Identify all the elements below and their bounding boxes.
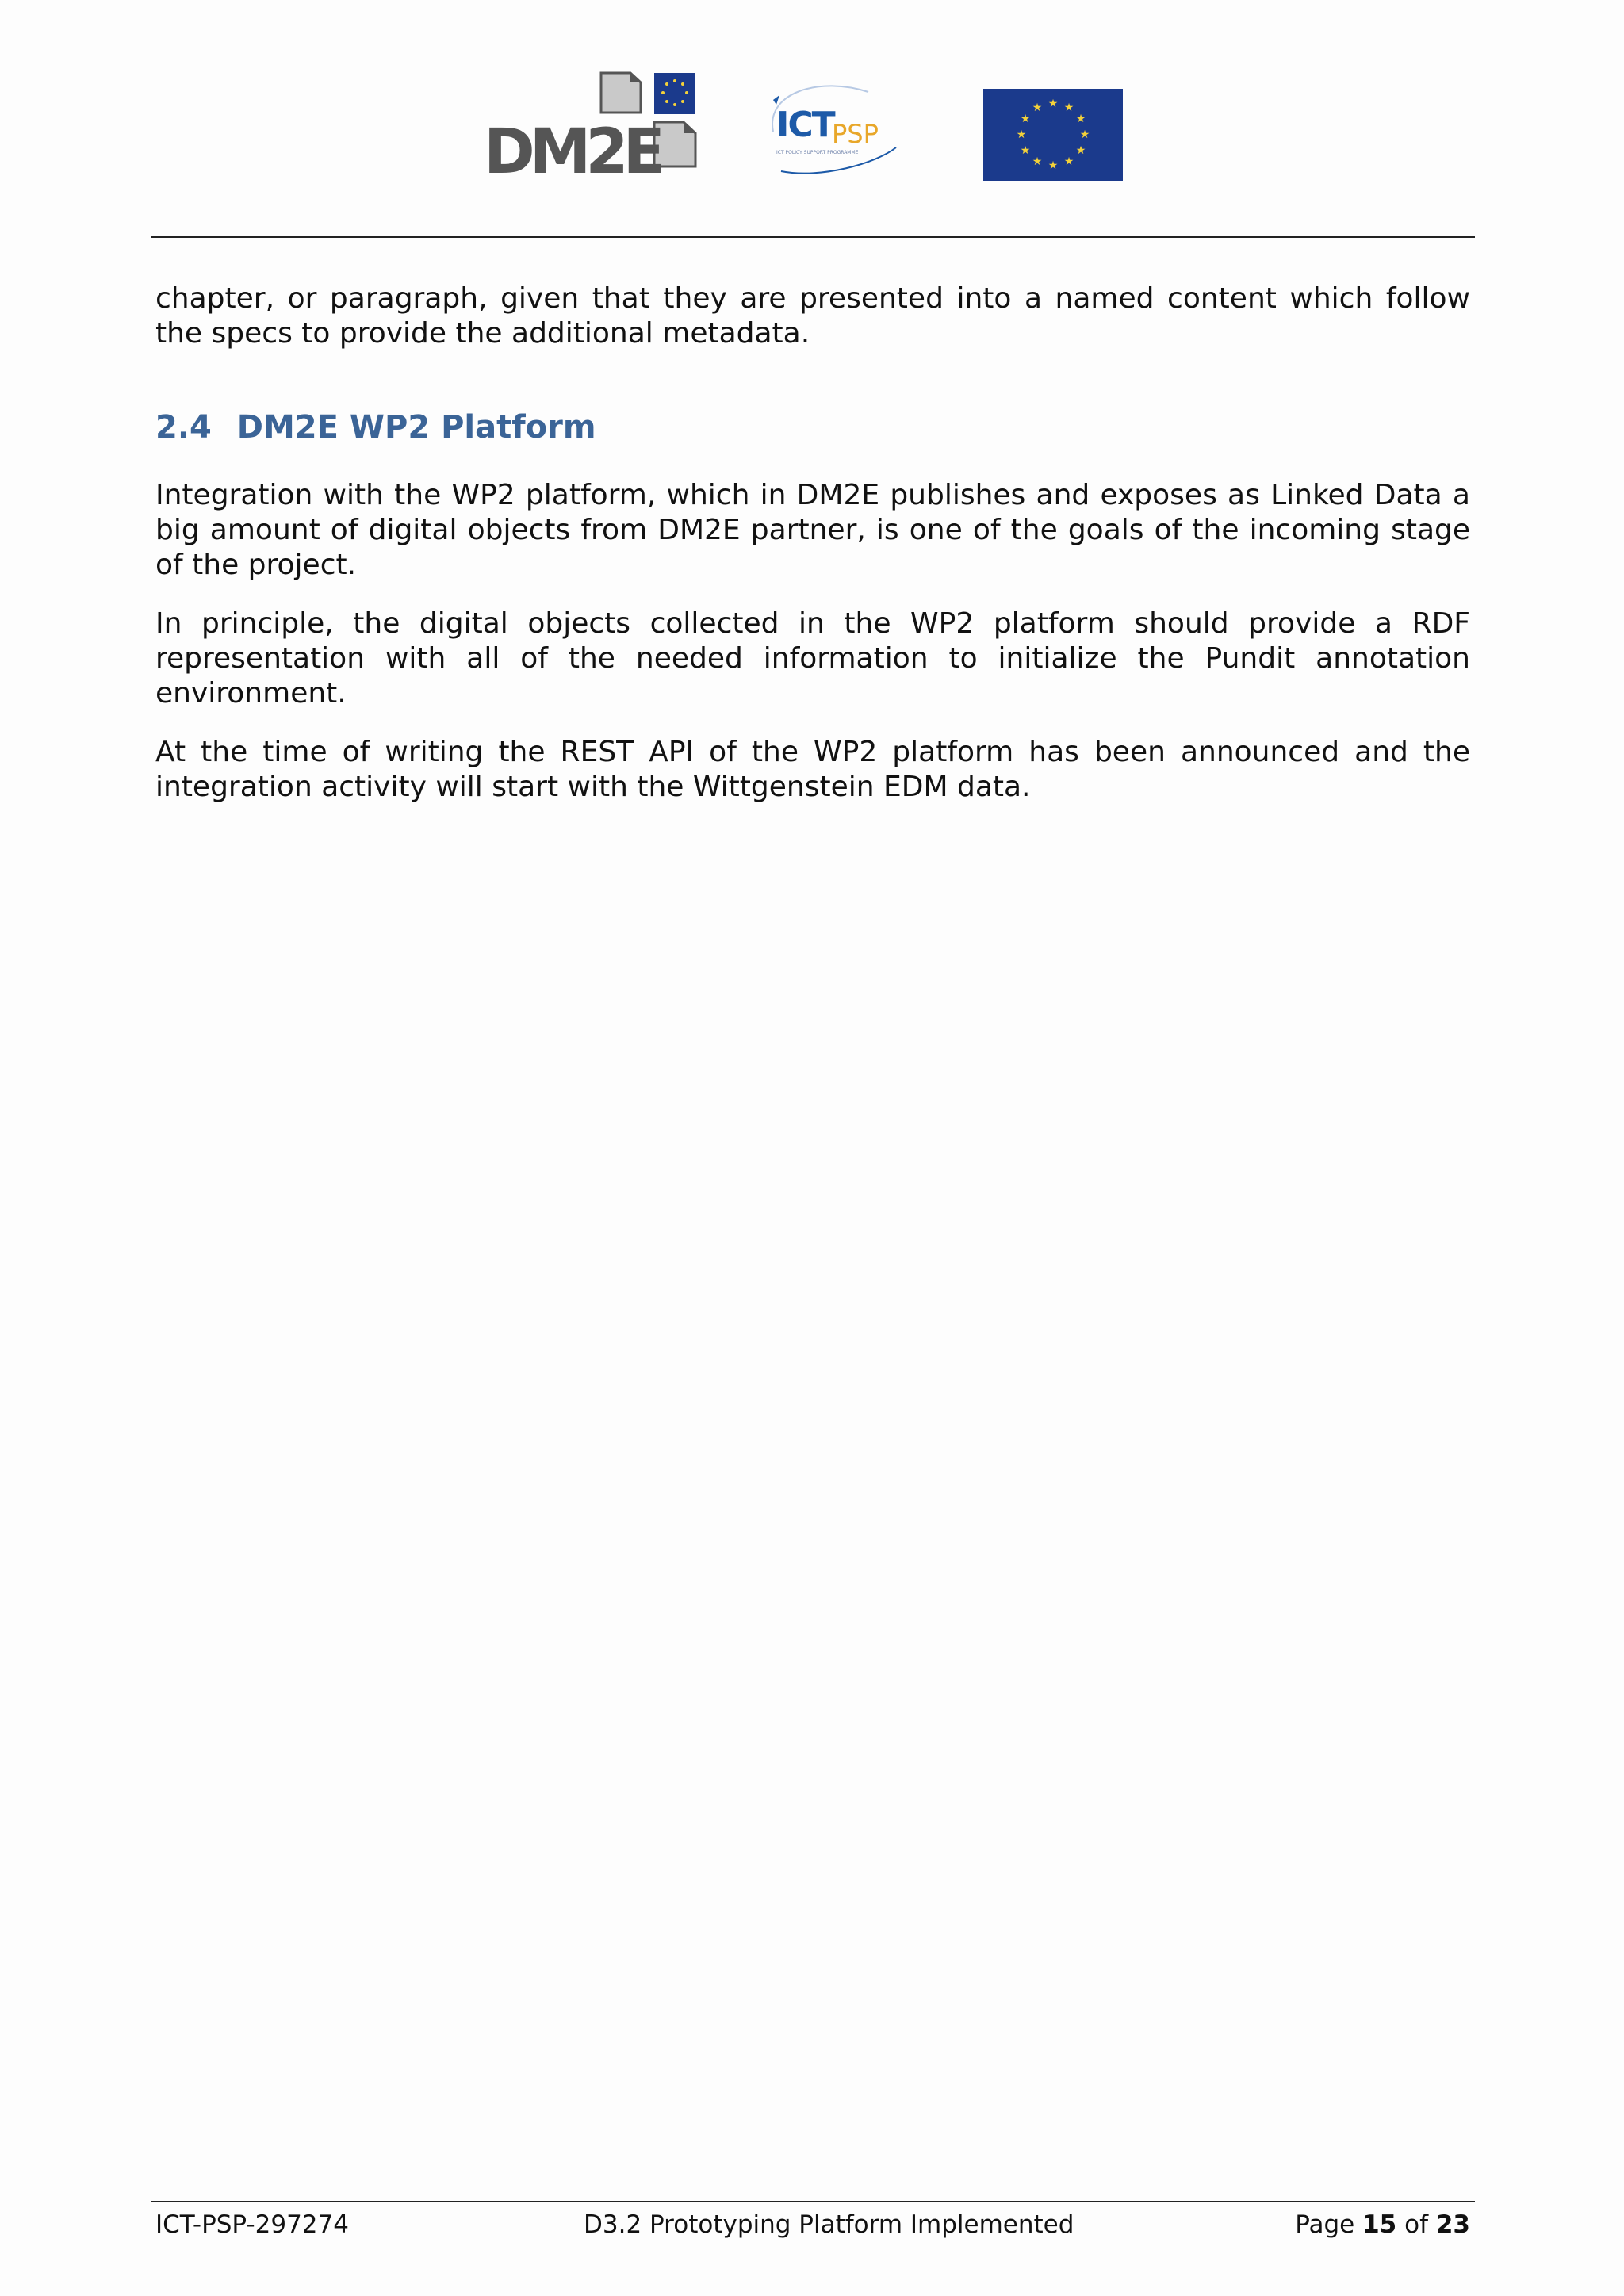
footer-deliverable: D3.2 Prototyping Platform Implemented <box>584 2210 1074 2239</box>
svg-text:★: ★ <box>1075 144 1086 157</box>
svg-text:★: ★ <box>1048 159 1059 172</box>
svg-text:★: ★ <box>1079 128 1090 141</box>
svg-text:★: ★ <box>1075 113 1086 125</box>
svg-text:★: ★ <box>1063 155 1074 168</box>
section-number: 2.4 <box>155 409 212 446</box>
svg-text:★: ★ <box>1020 113 1031 125</box>
section-title: DM2E WP2 Platform <box>236 409 596 446</box>
svg-text:★: ★ <box>1020 144 1031 157</box>
page-footer <box>155 2207 1470 2242</box>
ictpsp-logo <box>749 76 904 183</box>
page-total: 23 <box>1435 2210 1470 2239</box>
paragraph: Integration with the WP2 platform, which in DM2E publishes and exposes as Linked Data a big amount of digital objects from DM2E partner, is one of the goals of the incoming stage of the project. <box>155 479 1470 581</box>
footer-divider <box>151 2201 1475 2202</box>
svg-text:★: ★ <box>1016 128 1027 141</box>
dm2e-logo <box>484 71 698 182</box>
footer-page-number: Page 15 of 23 <box>1295 2210 1470 2239</box>
page-current: 15 <box>1362 2210 1397 2239</box>
paragraph: At the time of writing the REST API of the WP2 platform has been announced and the integration activity will start with the Wittgenstein EDM data. <box>155 736 1470 803</box>
svg-text:ICT POLICY SUPPORT PROGRAMME: ICT POLICY SUPPORT PROGRAMME <box>776 150 859 155</box>
section-heading <box>155 408 1470 446</box>
footer-project-id: ICT-PSP-297274 <box>155 2210 349 2239</box>
continuation-paragraph: chapter, or paragraph, given that they are presented into a named content which follow the specs to provide the additional metadata. <box>155 282 1470 350</box>
header-logos <box>0 71 1624 190</box>
paragraph: In principle, the digital objects collected in the WP2 platform should provide a RDF representation with all of the needed information to initialize the Pundit annotation environment. <box>155 607 1470 710</box>
svg-text:★: ★ <box>1063 101 1074 114</box>
page-content <box>155 281 1470 828</box>
svg-text:★: ★ <box>1032 155 1043 168</box>
svg-text:ICT: ICT <box>776 105 834 145</box>
svg-text:★: ★ <box>1032 101 1043 114</box>
eu-flag-logo <box>983 89 1123 181</box>
dm2e-logo-text: DM2E <box>484 117 660 182</box>
svg-text:PSP: PSP <box>832 119 879 149</box>
svg-text:★: ★ <box>1048 98 1059 110</box>
header-divider <box>151 236 1475 238</box>
